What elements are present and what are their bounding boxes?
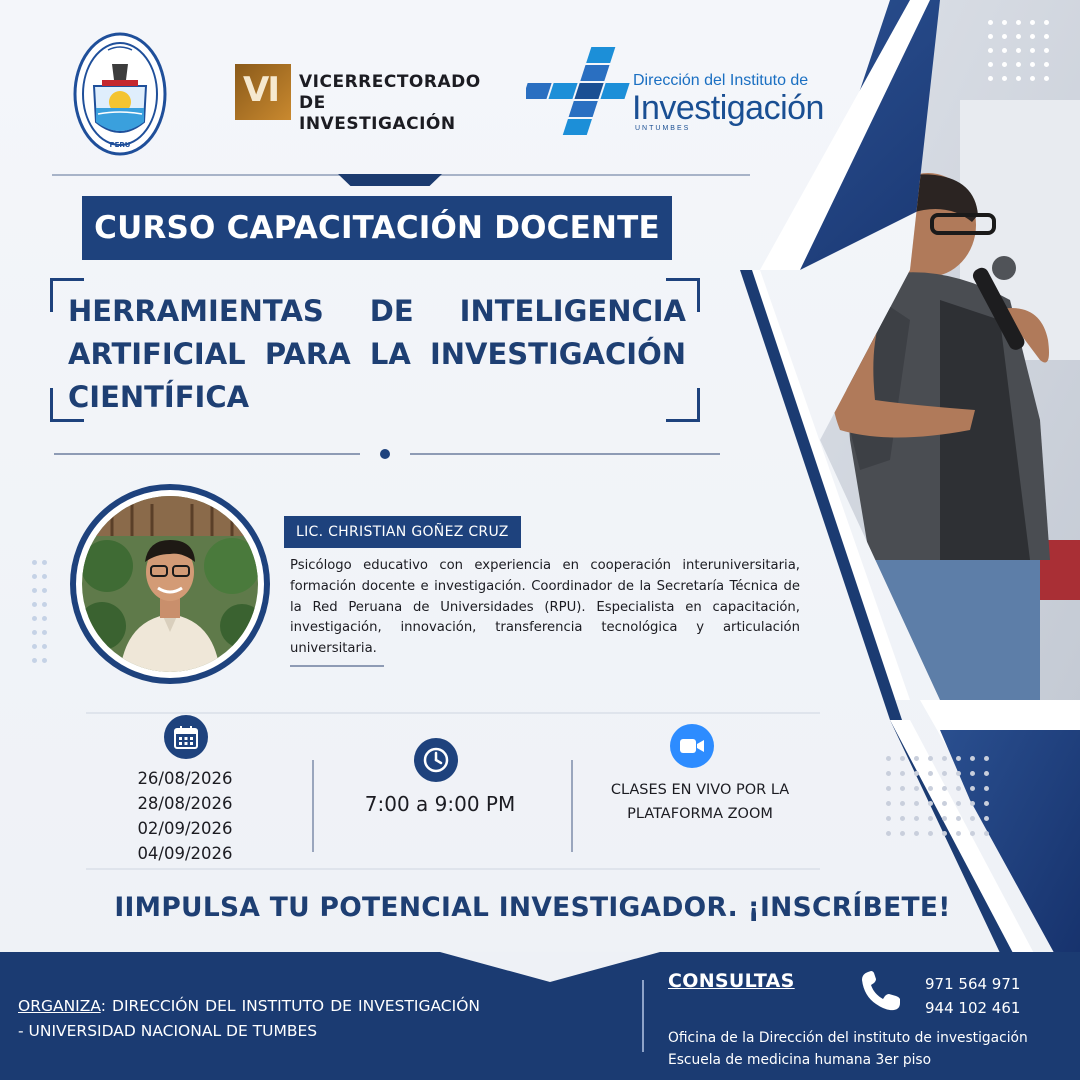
section-divider-right [410, 453, 720, 455]
schedule-separator-2 [571, 760, 573, 852]
course-dates [120, 766, 250, 866]
schedule-band-bottom-line [86, 868, 820, 870]
schedule-separator-1 [312, 760, 314, 852]
vicerrectorado-logo [235, 64, 485, 134]
decorative-dots-lower-right [886, 756, 989, 836]
unt-logo-country: PERU [109, 141, 131, 149]
date-1: 26/08/2026 [137, 769, 233, 788]
clock-icon [414, 738, 458, 782]
phone-1[interactable]: 971 564 971 [925, 975, 1021, 993]
organiza-value: : DIRECCIÓN DEL INSTITUTO DE INVESTIGACIÓN - UNIVERSIDAD NACIONAL DE TUMBES [18, 997, 480, 1040]
schedule-band-top-line [86, 712, 820, 714]
dii-logo-line2: Investigación [632, 89, 824, 127]
office-location: Oficina de la Dirección del instituto de investigación Escuela de medicina humana 3er piso [668, 1030, 1028, 1068]
dii-logo-line3: UNTUMBES [635, 125, 691, 132]
header-divider-tab [338, 174, 442, 186]
call-to-action: IIMPULSA TU POTENCIAL INVESTIGADOR. ¡INSCRÍBETE! [114, 892, 951, 923]
decorative-dots-top-right [988, 20, 1049, 81]
vi-mark: VI [235, 64, 291, 120]
date-2: 28/08/2026 [137, 794, 233, 813]
consultas-heading: CONSULTAS [668, 970, 795, 992]
course-category: CURSO CAPACITACIÓN DOCENTE [94, 210, 660, 246]
speaker-bio: Psicólogo educativo con experiencia en cooperación interuniversitaria, formación docente e investigación. Coordinador de la Secretaría Técnica de la Red Peruana de Universidades (RPU). Especialista en capacitación, investigación, innovación, transferencia tecnológica y articulación universitaria. [290, 558, 800, 657]
phone-icon [858, 968, 904, 1014]
contact-phones [925, 972, 1020, 1020]
organizer-text [18, 994, 480, 1044]
vicerrectorado-text: VICERRECTORADO DE INVESTIGACIÓN [299, 72, 481, 134]
dii-cross-mark [526, 45, 630, 140]
speaker-bio-underline [290, 665, 384, 667]
course-category-banner [82, 196, 672, 260]
video-camera-icon [670, 724, 714, 768]
course-title: HERRAMIENTAS DE INTELIGENCIA ARTIFICIAL PARA LA INVESTIGACIÓN CIENTÍFICA [68, 294, 686, 414]
organiza-label: ORGANIZA [18, 997, 101, 1015]
phone-2[interactable]: 944 102 461 [925, 999, 1021, 1017]
speaker-avatar-frame [70, 484, 270, 684]
dii-logo [526, 45, 824, 140]
speaker-avatar [82, 496, 258, 672]
course-modality: CLASES EN VIVO POR LA PLATAFORMA ZOOM [610, 782, 790, 822]
footer-separator [642, 980, 644, 1052]
course-time: 7:00 a 9:00 PM [364, 792, 516, 816]
date-3: 02/09/2026 [137, 819, 233, 838]
unt-logo [72, 30, 168, 158]
section-divider-dot [380, 449, 390, 459]
speaker-name-badge: LIC. CHRISTIAN GOÑEZ CRUZ [284, 516, 521, 548]
dii-logo-line1: Dirección del Instituto de [633, 72, 809, 89]
section-divider-left [54, 453, 360, 455]
date-4: 04/09/2026 [137, 844, 233, 863]
decorative-dots-left [32, 560, 46, 663]
calendar-icon [164, 715, 208, 759]
